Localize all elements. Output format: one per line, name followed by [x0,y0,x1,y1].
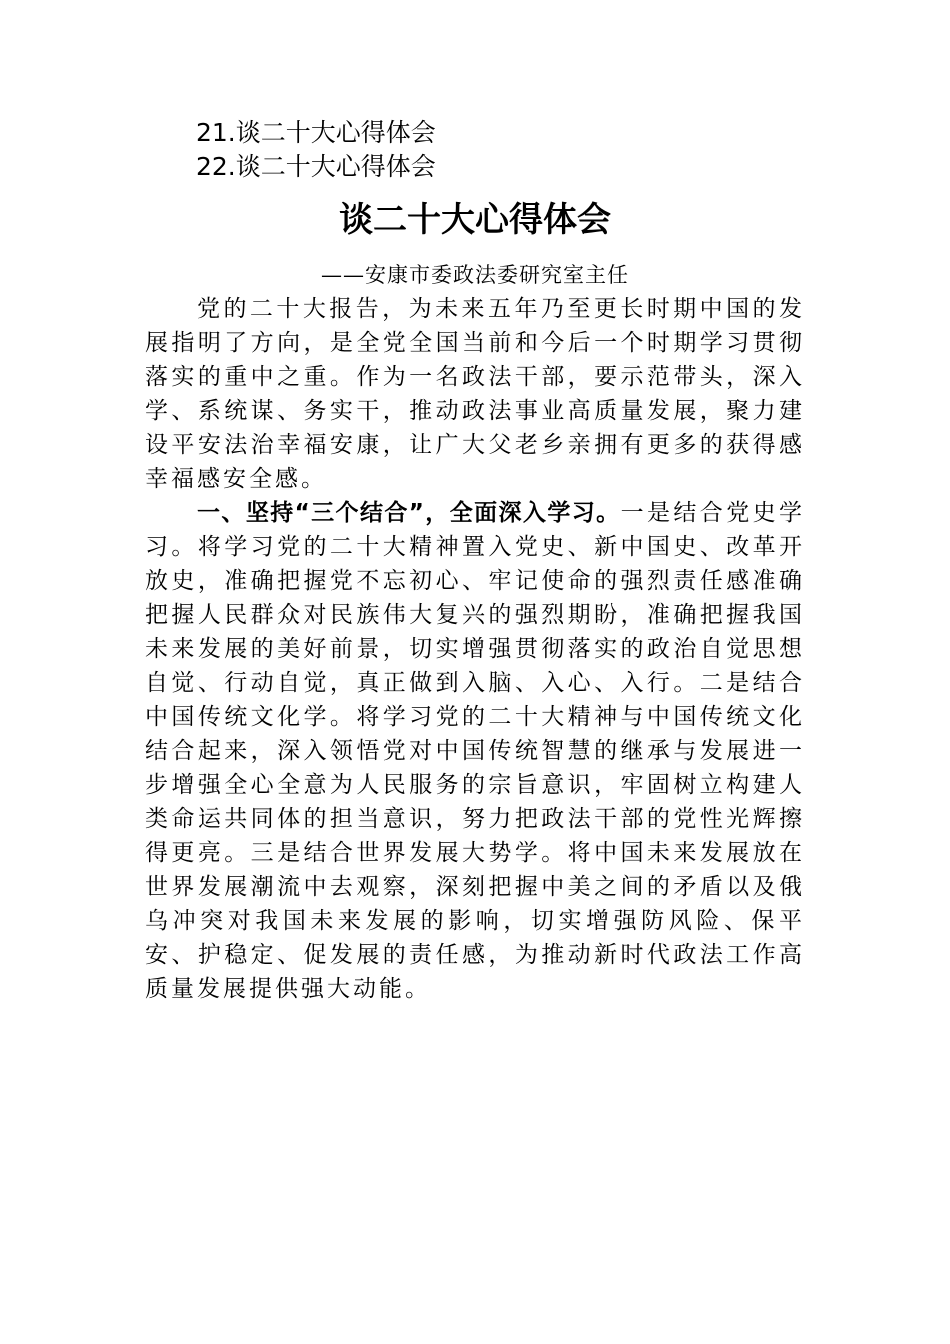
toc-item: 21.谈二十大心得体会 [196,118,436,147]
article-body [145,292,805,1006]
article-byline: ——安康市委政法委研究室主任 [321,263,629,287]
article-title: 谈二十大心得体会 [339,200,611,240]
section-body: 一是结合党史学习。将学习党的二十大精神置入党史、新中国史、改革开放史，准确把握党不忘初心、牢记使命的强烈责任感准确把握人民群众对民族伟大复兴的强烈期盼，准确把握我国未来发展的美好前景，切实增强贯彻落实的政治自觉思想自觉、行动自觉，真正做到入脑、入心、入行。二是结合中国传统文化学。将学习党的二十大精神与中国传统文化结合起来，深入领悟党对中国传统智慧的继承与发展进一步增强全心全意为人民服务的宗旨意识，牢固树立构建人类命运共同体的担当意识，努力把政法干部的党性光辉擦得更亮。三是结合世界发展大势学。将中国未来发展放在世界发展潮流中去观察，深刻把握中美之间的矛盾以及俄乌冲突对我国未来发展的影响，切实增强防风险、保平安、护稳定、促发展的责任感，为推动新时代政法工作高质量发展提供强大动能。 [145,500,806,1002]
toc-item: 22.谈二十大心得体会 [196,152,436,181]
table-of-contents [196,116,436,184]
paragraph-section-one [145,496,805,1006]
paragraph-intro: 党的二十大报告，为未来五年乃至更长时期中国的发展指明了方向，是全党全国当前和今后一个时期学习贯彻落实的重中之重。作为一名政法干部，要示范带头，深入学、系统谋、务实干，推动政法事业高质量发展，聚力建设平安法治幸福安康，让广大父老乡亲拥有更多的获得感幸福感安全感。 [145,296,805,492]
section-heading: 一、坚持“三个结合”，全面深入学习。 [197,500,621,526]
